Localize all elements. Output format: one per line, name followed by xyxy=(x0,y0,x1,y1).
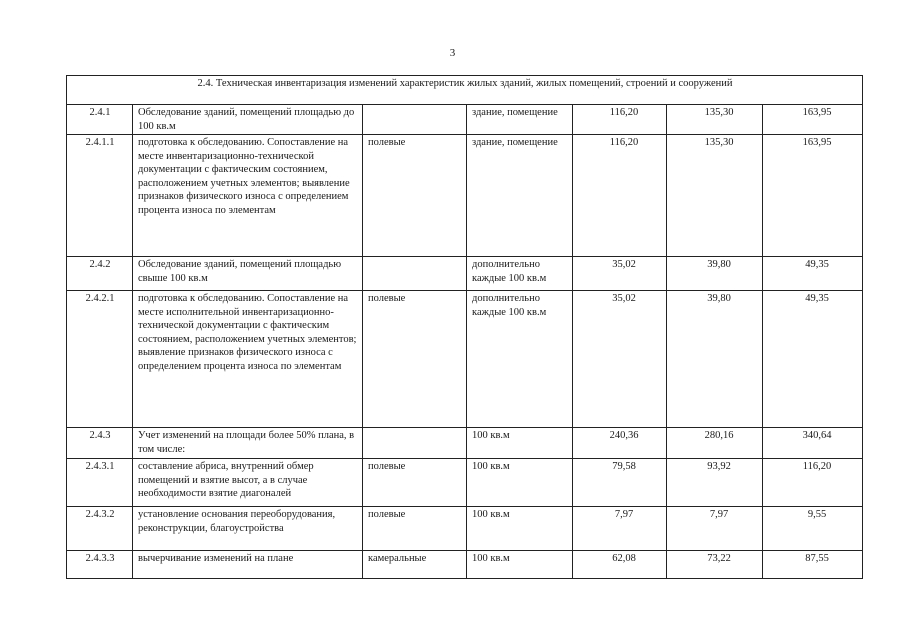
row-work-type-cell xyxy=(363,428,467,459)
row-value-3: 9,55 xyxy=(807,509,827,520)
row-code: 2.4.3.2 xyxy=(85,509,115,520)
row-value-1-cell xyxy=(573,428,667,459)
row-value-2: 73,22 xyxy=(707,553,731,564)
row-value-1-cell xyxy=(573,507,667,551)
row-work-type-cell xyxy=(363,459,467,507)
row-work-type: полевые xyxy=(368,509,406,520)
row-value-3: 49,35 xyxy=(805,293,829,304)
row-value-2: 93,92 xyxy=(707,461,731,472)
row-value-2-cell xyxy=(667,551,763,579)
row-name: Обследование зданий, помещений площадью до 100 кв.м xyxy=(138,107,355,132)
row-unit-cell xyxy=(467,257,573,291)
table-row xyxy=(67,257,863,291)
row-value-1: 7,97 xyxy=(614,509,634,520)
row-name-cell xyxy=(133,551,363,579)
row-value-2-cell xyxy=(667,105,763,135)
row-code-cell xyxy=(67,428,133,459)
row-value-1-cell xyxy=(573,551,667,579)
row-name: Учет изменений на площади более 50% плана, в том числе: xyxy=(138,430,355,455)
row-work-type-cell xyxy=(363,135,467,257)
row-value-2-cell xyxy=(667,291,763,428)
row-unit-cell xyxy=(467,105,573,135)
row-work-type-cell xyxy=(363,551,467,579)
row-unit: здание, помещение xyxy=(472,107,558,118)
row-unit: 100 кв.м xyxy=(472,553,510,564)
row-work-type: полевые xyxy=(368,461,406,472)
tariff-table xyxy=(66,75,863,579)
row-unit-cell xyxy=(467,551,573,579)
row-value-3: 340,64 xyxy=(802,430,832,441)
table-row xyxy=(67,507,863,551)
row-value-1: 62,08 xyxy=(612,553,636,564)
row-value-1-cell xyxy=(573,459,667,507)
section-header-row xyxy=(67,76,863,105)
row-unit-cell xyxy=(467,428,573,459)
table-row xyxy=(67,135,863,257)
section-title: 2.4. Техническая инвентаризация изменений характеристик жилых зданий, жилых помещений, строений и сооружений xyxy=(67,76,863,105)
row-code-cell xyxy=(67,105,133,135)
row-value-2: 280,16 xyxy=(704,430,734,441)
row-unit: 100 кв.м xyxy=(472,461,510,472)
row-value-3-cell xyxy=(763,291,863,428)
page-number: 3 xyxy=(449,47,456,59)
row-name-cell xyxy=(133,257,363,291)
row-name: Обследование зданий, помещений площадью свыше 100 кв.м xyxy=(138,259,342,284)
row-work-type-cell xyxy=(363,507,467,551)
row-value-3-cell xyxy=(763,105,863,135)
row-value-3: 116,20 xyxy=(802,461,832,472)
row-value-3-cell xyxy=(763,135,863,257)
row-code: 2.4.3.3 xyxy=(85,553,115,564)
row-value-3-cell xyxy=(763,257,863,291)
row-value-2: 135,30 xyxy=(704,137,734,148)
row-name-cell xyxy=(133,291,363,428)
table-row xyxy=(67,105,863,135)
row-code-cell xyxy=(67,257,133,291)
row-value-2: 7,97 xyxy=(709,509,729,520)
row-name: подготовка к обследованию. Сопоставление на месте инвентаризационно-технической документации с фактическим состоянием, расположением учетных элементов; выявление признаков физического износа с определением процента износа по элементам xyxy=(138,137,350,216)
row-name: вычерчивание изменений на плане xyxy=(138,553,294,564)
row-work-type: полевые xyxy=(368,293,406,304)
row-value-3: 163,95 xyxy=(802,107,832,118)
row-name-cell xyxy=(133,507,363,551)
row-value-2-cell xyxy=(667,428,763,459)
row-name-cell xyxy=(133,105,363,135)
row-value-1: 35,02 xyxy=(612,259,636,270)
row-code: 2.4.3 xyxy=(89,430,111,441)
row-value-2-cell xyxy=(667,257,763,291)
row-name: составление абриса, внутренний обмер помещений и взятие высот, а в случае необходимости взятие диагоналей xyxy=(138,461,314,500)
row-value-3: 49,35 xyxy=(805,259,829,270)
row-name-cell xyxy=(133,459,363,507)
row-name-cell xyxy=(133,135,363,257)
row-code: 2.4.1.1 xyxy=(85,137,115,148)
row-name-cell xyxy=(133,428,363,459)
row-unit: 100 кв.м xyxy=(472,509,510,520)
row-value-1: 79,58 xyxy=(612,461,636,472)
row-work-type: полевые xyxy=(368,137,406,148)
row-value-1: 240,36 xyxy=(609,430,639,441)
row-value-2: 39,80 xyxy=(707,293,731,304)
row-value-1-cell xyxy=(573,257,667,291)
row-code-cell xyxy=(67,507,133,551)
row-value-1: 116,20 xyxy=(609,137,639,148)
row-work-type-cell xyxy=(363,291,467,428)
row-code: 2.4.2.1 xyxy=(85,293,115,304)
table-row xyxy=(67,551,863,579)
row-value-2-cell xyxy=(667,135,763,257)
row-value-3: 163,95 xyxy=(802,137,832,148)
row-code-cell xyxy=(67,291,133,428)
row-value-3-cell xyxy=(763,428,863,459)
row-code: 2.4.2 xyxy=(89,259,111,270)
row-value-1-cell xyxy=(573,135,667,257)
row-name: подготовка к обследованию. Сопоставление на месте исполнительной инвентаризационно-технической документации с фактическим состоянием, расположением учетных элементов; выявление признаков физического износа с определением процента износа по элементам xyxy=(138,293,357,372)
row-code: 2.4.1 xyxy=(89,107,111,118)
row-work-type-cell xyxy=(363,105,467,135)
row-value-2-cell xyxy=(667,507,763,551)
row-value-2-cell xyxy=(667,459,763,507)
row-code: 2.4.3.1 xyxy=(85,461,115,472)
row-value-3: 87,55 xyxy=(805,553,829,564)
row-name: установление основания переоборудования, реконструкции, благоустройства xyxy=(138,509,336,534)
row-unit: дополнительно каждые 100 кв.м xyxy=(472,259,547,284)
row-value-3-cell xyxy=(763,507,863,551)
row-unit-cell xyxy=(467,459,573,507)
table-row xyxy=(67,428,863,459)
row-value-3-cell xyxy=(763,459,863,507)
row-code-cell xyxy=(67,551,133,579)
row-value-2: 135,30 xyxy=(704,107,734,118)
row-unit: дополнительно каждые 100 кв.м xyxy=(472,293,547,318)
row-value-3-cell xyxy=(763,551,863,579)
row-work-type: камеральные xyxy=(368,553,427,564)
row-value-1: 116,20 xyxy=(609,107,639,118)
table-row xyxy=(67,459,863,507)
row-code-cell xyxy=(67,135,133,257)
row-unit: 100 кв.м xyxy=(472,430,510,441)
table-row xyxy=(67,291,863,428)
row-value-1-cell xyxy=(573,291,667,428)
row-work-type-cell xyxy=(363,257,467,291)
row-code-cell xyxy=(67,459,133,507)
row-unit: здание, помещение xyxy=(472,137,558,148)
row-unit-cell xyxy=(467,135,573,257)
row-value-2: 39,80 xyxy=(707,259,731,270)
row-value-1: 35,02 xyxy=(612,293,636,304)
row-unit-cell xyxy=(467,291,573,428)
row-value-1-cell xyxy=(573,105,667,135)
row-unit-cell xyxy=(467,507,573,551)
